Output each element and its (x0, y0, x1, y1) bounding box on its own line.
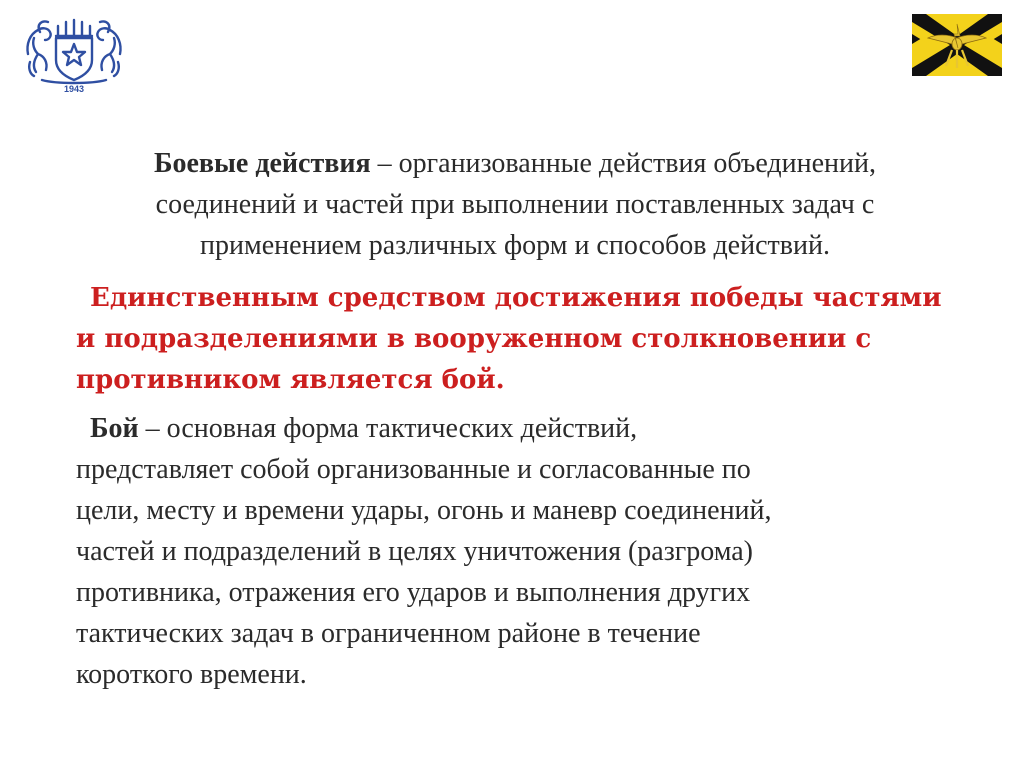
definition-text: – основная форма тактических действий, (138, 413, 638, 444)
text-line: цели, месту и времени удары, огонь и маневр соединений, (76, 495, 772, 526)
highlight-statement (76, 278, 976, 401)
text-line: противника, отражения его ударов и выполнения других (76, 577, 751, 608)
definition-battle (76, 408, 976, 695)
term-combat-actions: Боевые действия (153, 148, 371, 179)
highlight-line: противником является бой. (76, 365, 505, 395)
logo-year: 1943 (63, 84, 85, 94)
signal-corps-emblem-icon (912, 14, 1002, 76)
definition-combat-actions (70, 143, 960, 266)
text-line: частей и подразделений в целях уничтожения (разгрома) (76, 536, 754, 567)
text-line: представляет собой организованные и согласованные по (76, 454, 751, 485)
text-line: применением различных форм и способов действий. (200, 230, 830, 261)
text-line: короткого времени. (76, 659, 307, 690)
text-line: тактических задач в ограниченном районе в течение (76, 618, 701, 649)
highlight-line: и подразделениями в вооруженном столкновении с (76, 324, 872, 354)
definition-text: – организованные действия объединений, (370, 148, 877, 179)
term-battle: Бой (90, 413, 139, 444)
text-line: соединений и частей при выполнении поставленных задач с (155, 189, 875, 220)
university-emblem-icon (22, 14, 126, 94)
highlight-line: Единственным средством достижения победы частями (90, 283, 942, 313)
